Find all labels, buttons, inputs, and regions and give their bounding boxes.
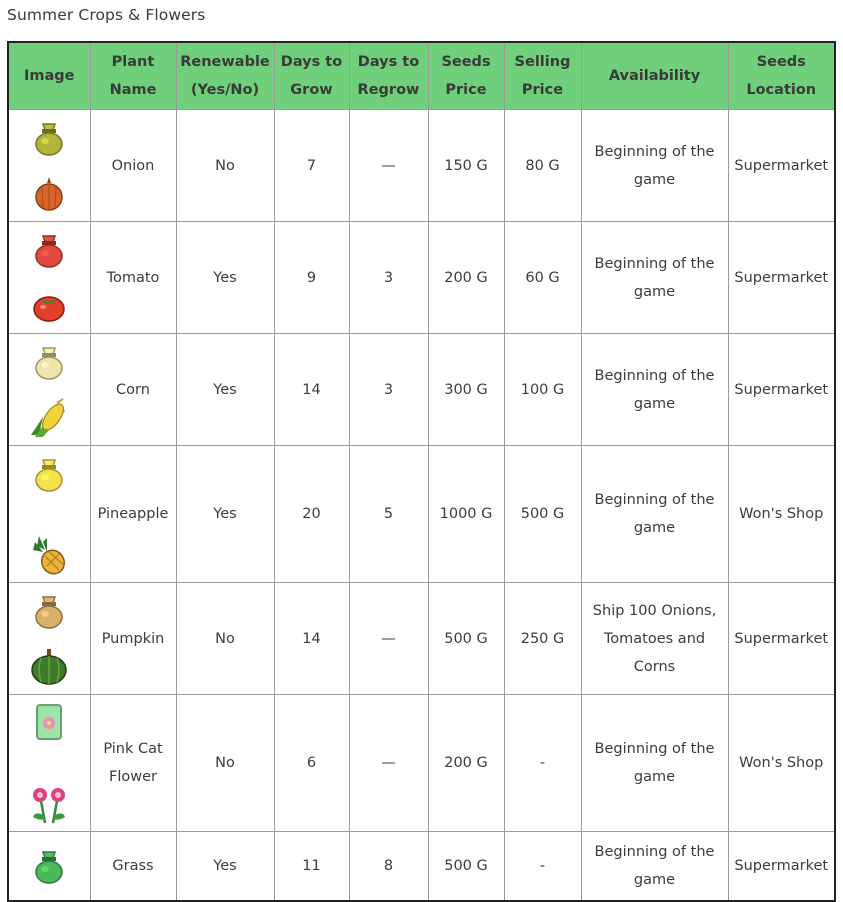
plant-name-cell: Grass: [90, 832, 176, 902]
renewable-cell: No: [176, 583, 274, 695]
column-header-line: Days to: [357, 54, 420, 70]
onion-icon: [27, 171, 71, 215]
seed-bag-tan-icon: [27, 589, 71, 633]
image-cell: [8, 446, 90, 583]
selling-price-cell: 60 G: [504, 222, 581, 334]
column-header-line: Grow: [290, 82, 333, 98]
page-title: Summer Crops & Flowers: [7, 6, 206, 24]
availability-cell: Ship 100 Onions, Tomatoes and Corns: [581, 583, 728, 695]
column-header: [581, 42, 728, 110]
seed-packet-green-icon: [27, 701, 71, 745]
column-header: [8, 42, 90, 110]
days-to-regrow-cell: 3: [349, 222, 428, 334]
table-row: [8, 446, 835, 583]
column-header: [349, 42, 428, 110]
availability-cell: Beginning of the game: [581, 334, 728, 446]
column-header: [274, 42, 349, 110]
column-header: [90, 42, 176, 110]
seed-bag-red-icon: [27, 228, 71, 272]
renewable-cell: Yes: [176, 446, 274, 583]
column-header-line: Availability: [608, 68, 701, 84]
table-row: [8, 222, 835, 334]
selling-price-cell: 250 G: [504, 583, 581, 695]
column-header-line: Image: [23, 68, 75, 84]
renewable-cell: Yes: [176, 222, 274, 334]
days-to-grow-cell: 6: [274, 695, 349, 832]
column-header-line: Price: [445, 82, 487, 98]
image-cell: [8, 110, 90, 222]
column-header-line: (Yes/No): [190, 82, 260, 98]
seeds-location-cell: Won's Shop: [728, 446, 835, 583]
availability-cell: Beginning of the game: [581, 695, 728, 832]
column-header-line: Name: [109, 82, 157, 98]
table-row: [8, 583, 835, 695]
availability-cell: Beginning of the game: [581, 832, 728, 902]
plant-name-cell: Pink Cat Flower: [90, 695, 176, 832]
column-header-line: Location: [746, 82, 817, 98]
column-header-line: Renewable: [180, 54, 270, 70]
seed-bag-olive-icon: [27, 116, 71, 160]
days-to-grow-cell: 9: [274, 222, 349, 334]
days-to-regrow-cell: —: [349, 583, 428, 695]
availability-cell: Beginning of the game: [581, 446, 728, 583]
days-to-grow-cell: 20: [274, 446, 349, 583]
seeds-price-cell: 300 G: [428, 334, 504, 446]
days-to-regrow-cell: —: [349, 695, 428, 832]
days-to-grow-cell: 14: [274, 334, 349, 446]
renewable-cell: Yes: [176, 832, 274, 902]
column-header-line: Seeds: [441, 54, 491, 70]
availability-cell: Beginning of the game: [581, 222, 728, 334]
seeds-location-cell: Supermarket: [728, 222, 835, 334]
column-header: [428, 42, 504, 110]
image-cell: [8, 222, 90, 334]
image-cell: [8, 832, 90, 902]
image-cell: [8, 695, 90, 832]
seeds-price-cell: 1000 G: [428, 446, 504, 583]
pink-cat-flower-icon: [27, 781, 71, 825]
days-to-grow-cell: 11: [274, 832, 349, 902]
column-header-line: Price: [521, 82, 564, 98]
renewable-cell: No: [176, 695, 274, 832]
seeds-price-cell: 150 G: [428, 110, 504, 222]
selling-price-cell: 80 G: [504, 110, 581, 222]
column-header: [728, 42, 835, 110]
days-to-regrow-cell: —: [349, 110, 428, 222]
seeds-location-cell: Supermarket: [728, 583, 835, 695]
corn-icon: [27, 395, 71, 439]
table-row: [8, 832, 835, 902]
seeds-location-cell: Supermarket: [728, 832, 835, 902]
days-to-regrow-cell: 3: [349, 334, 428, 446]
crops-table: [7, 41, 836, 902]
column-header-line: Selling: [514, 54, 571, 70]
renewable-cell: Yes: [176, 334, 274, 446]
tomato-icon: [27, 283, 71, 327]
table-row: [8, 695, 835, 832]
table-row: [8, 334, 835, 446]
column-header: [504, 42, 581, 110]
seeds-price-cell: 200 G: [428, 695, 504, 832]
seeds-price-cell: 200 G: [428, 222, 504, 334]
column-header-line: Seeds: [756, 54, 806, 70]
image-cell: [8, 334, 90, 446]
plant-name-cell: Onion: [90, 110, 176, 222]
seeds-location-cell: Supermarket: [728, 334, 835, 446]
column-header-line: Days to: [280, 54, 343, 70]
seeds-price-cell: 500 G: [428, 583, 504, 695]
selling-price-cell: -: [504, 832, 581, 902]
days-to-regrow-cell: 8: [349, 832, 428, 902]
plant-name-cell: Pineapple: [90, 446, 176, 583]
selling-price-cell: 500 G: [504, 446, 581, 583]
plant-name-cell: Pumpkin: [90, 583, 176, 695]
seeds-location-cell: Supermarket: [728, 110, 835, 222]
header-row: [8, 42, 835, 110]
days-to-grow-cell: 14: [274, 583, 349, 695]
column-header: [176, 42, 274, 110]
seed-bag-cream-icon: [27, 340, 71, 384]
column-header-line: Regrow: [357, 82, 420, 98]
plant-name-cell: Tomato: [90, 222, 176, 334]
table-body: [8, 110, 835, 902]
pumpkin-icon: [27, 644, 71, 688]
seed-bag-green-icon: [27, 844, 71, 888]
image-cell: [8, 583, 90, 695]
table-row: [8, 110, 835, 222]
selling-price-cell: -: [504, 695, 581, 832]
seeds-price-cell: 500 G: [428, 832, 504, 902]
selling-price-cell: 100 G: [504, 334, 581, 446]
seed-bag-yellow-icon: [27, 452, 71, 496]
days-to-grow-cell: 7: [274, 110, 349, 222]
availability-cell: Beginning of the game: [581, 110, 728, 222]
renewable-cell: No: [176, 110, 274, 222]
seeds-location-cell: Won's Shop: [728, 695, 835, 832]
pineapple-icon: [27, 532, 71, 576]
column-header-line: Plant: [111, 54, 155, 70]
plant-name-cell: Corn: [90, 334, 176, 446]
days-to-regrow-cell: 5: [349, 446, 428, 583]
